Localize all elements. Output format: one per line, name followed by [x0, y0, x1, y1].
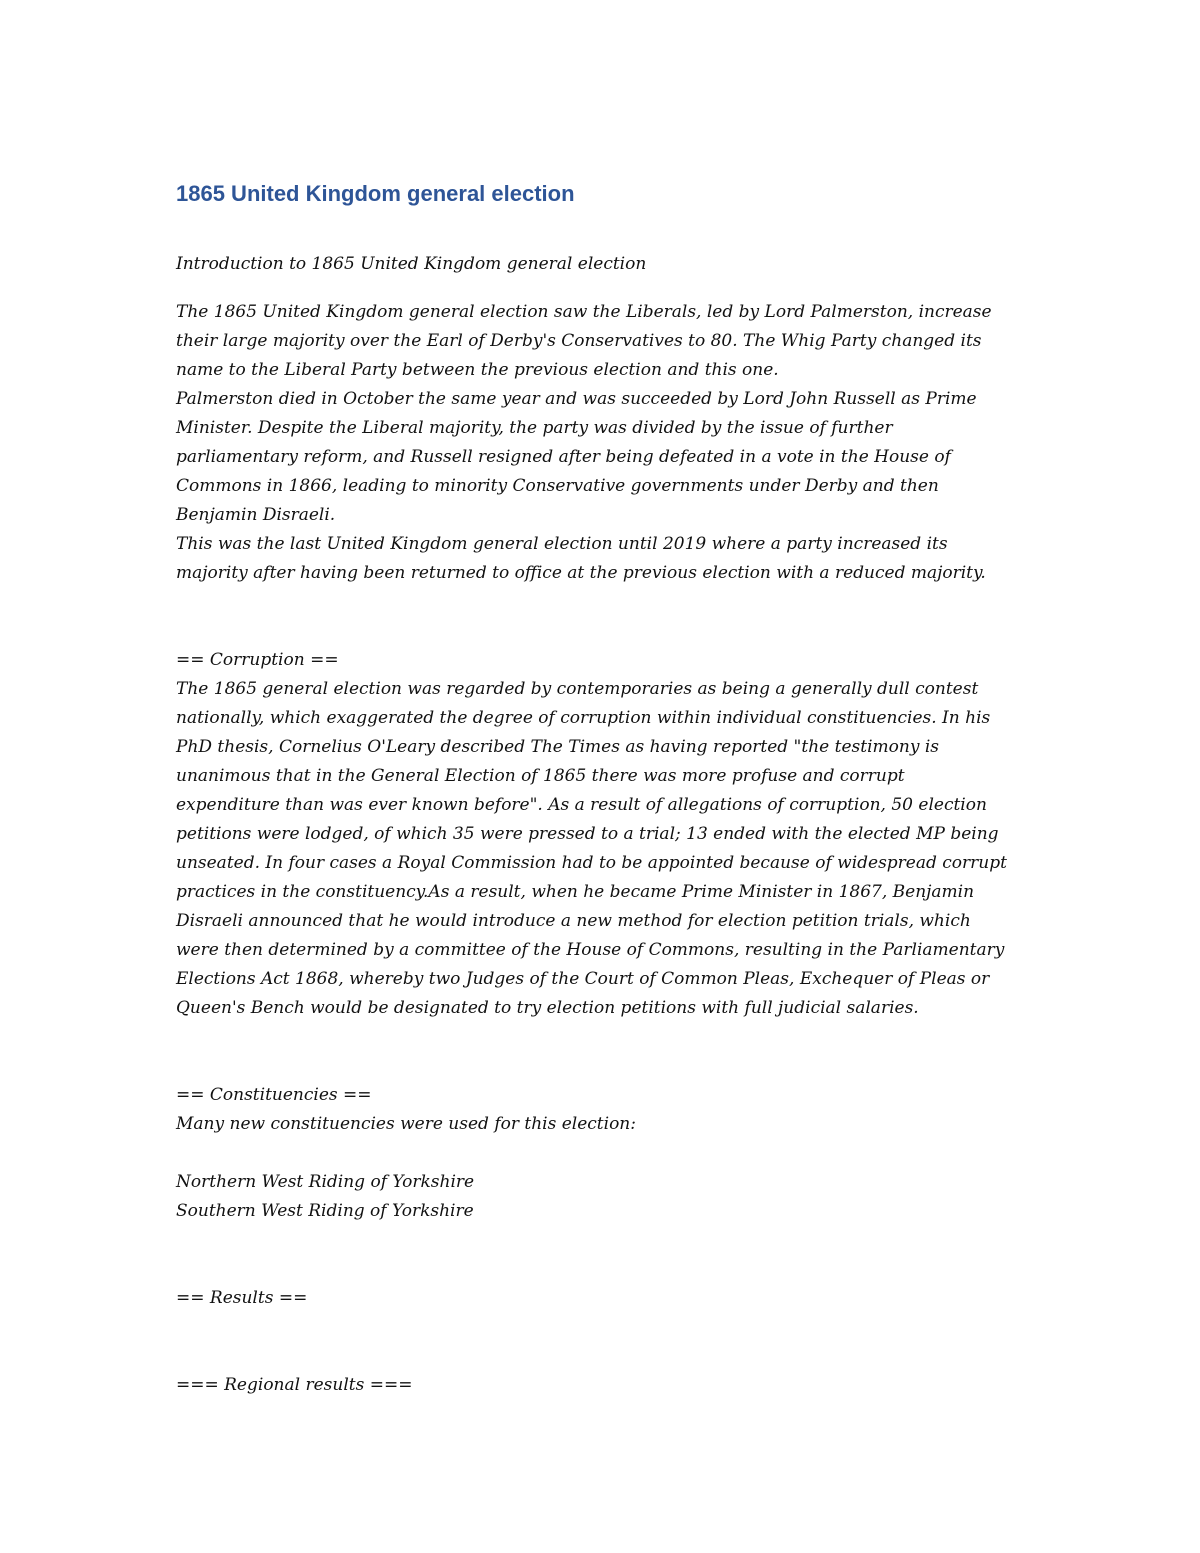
text-line: parliamentary reform, and Russell resigned after being defeated in a vote in the House of: [176, 447, 951, 467]
text-line: Palmerston died in October the same year and was succeeded by Lord John Russell as Prime: [176, 389, 977, 409]
intro-heading: [176, 250, 1036, 279]
text-line: Minister. Despite the Liberal majority, the party was divided by the issue of further: [176, 418, 893, 438]
document-title: 1865 United Kingdom general election: [176, 181, 575, 206]
results-heading: == Results ==: [176, 1288, 308, 1308]
constituencies-list: [176, 1168, 1036, 1226]
text-line: Elections Act 1868, whereby two Judges of the Court of Common Pleas, Exchequer of Pleas or: [176, 969, 990, 989]
text-line: nationally, which exaggerated the degree of corruption within individual constituencies. In his: [176, 708, 991, 728]
corruption-section: [176, 646, 1036, 1023]
text-line: majority after having been returned to office at the previous election with a reduced majority.: [176, 563, 986, 583]
list-item: Southern West Riding of Yorkshire: [176, 1201, 474, 1221]
text-line: Benjamin Disraeli.: [176, 505, 336, 525]
text-line: were then determined by a committee of the House of Commons, resulting in the Parliamentary: [176, 940, 1005, 960]
text-line: their large majority over the Earl of Derby's Conservatives to 80. The Whig Party changed its: [176, 331, 982, 351]
text-line: The 1865 United Kingdom general election saw the Liberals, led by Lord Palmerston, increase: [176, 302, 992, 322]
text-line: Queen's Bench would be designated to try election petitions with full judicial salaries.: [176, 998, 919, 1018]
list-item: Northern West Riding of Yorkshire: [176, 1172, 475, 1192]
results-section: [176, 1284, 1036, 1313]
text-line: Commons in 1866, leading to minority Conservative governments under Derby and then: [176, 476, 939, 496]
text-line: The 1865 general election was regarded by contemporaries as being a generally dull contest: [176, 679, 979, 699]
text-line: unseated. In four cases a Royal Commission had to be appointed because of widespread corrupt: [176, 853, 1007, 873]
constituencies-section: [176, 1081, 1036, 1139]
constituencies-intro: Many new constituencies were used for this election:: [176, 1114, 636, 1134]
text-line: Disraeli announced that he would introduce a new method for election petition trials, which: [176, 911, 971, 931]
text-line: petitions were lodged, of which 35 were pressed to a trial; 13 ended with the elected MP being: [176, 824, 999, 844]
text-line: expenditure than was ever known before". As a result of allegations of corruption, 50 election: [176, 795, 987, 815]
text-line: PhD thesis, Cornelius O'Leary described The Times as having reported "the testimony is: [176, 737, 939, 757]
text-line: This was the last United Kingdom general election until 2019 where a party increased its: [176, 534, 948, 554]
text-line: unanimous that in the General Election of 1865 there was more profuse and corrupt: [176, 766, 905, 786]
text-line: practices in the constituency.As a result, when he became Prime Minister in 1867, Benjamin: [176, 882, 975, 902]
corruption-heading: == Corruption ==: [176, 650, 339, 670]
constituencies-heading: == Constituencies ==: [176, 1085, 372, 1105]
text-line: name to the Liberal Party between the previous election and this one.: [176, 360, 779, 380]
regional-results-section: [176, 1371, 1036, 1400]
regional-results-heading: === Regional results ===: [176, 1375, 413, 1395]
intro-paragraph: [176, 298, 1036, 588]
intro-heading-text: Introduction to 1865 United Kingdom general election: [176, 254, 647, 274]
